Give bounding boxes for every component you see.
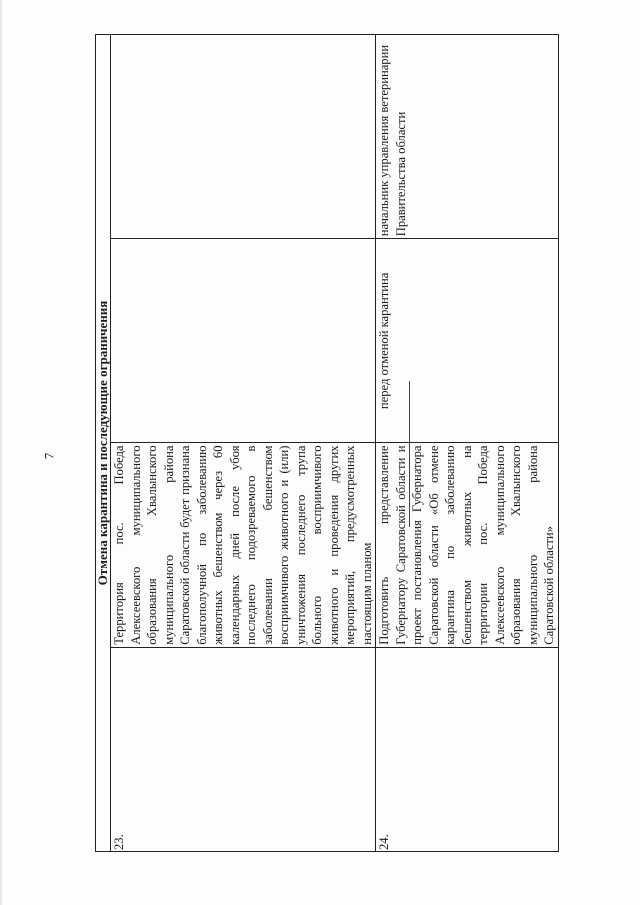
row-task: Подготовить представление Губернатору Саратовской области и проект постановления Губернатора Саратовской области «Об отмене карантина по заболеванию бешенством животных на территории пос. Победа Алексеевского муниципального образования Хвалынского муниципального района Саратовской области» — [376, 443, 559, 647]
end-separator-line — [409, 381, 410, 527]
section-heading-row — [96, 35, 111, 852]
row-number: 23. — [111, 647, 376, 851]
measures-table — [95, 34, 559, 852]
section-heading: Отмена карантина и последующие ограничения — [96, 35, 111, 852]
row-task: Территория пос. Победа Алексеевского муниципального образования Хвалынского муниципального района Саратовской области будет признана благополучной по заболеванию животных бешенством через 60 календарных дней после убоя последнего подозреваемого в заболевании бешенством восприимчивого животного и (или) уничтожения последнего трупа больного восприимчивого животного и проведения других мероприятий, предусмотренных настоящим планом — [111, 443, 376, 647]
row-deadline — [111, 239, 376, 443]
scan-edge — [0, 0, 3, 905]
row-responsible — [111, 35, 376, 239]
table-row — [111, 35, 376, 852]
rotated-table-wrapper — [95, 34, 556, 852]
page-number: 7 — [41, 452, 57, 460]
table-row — [376, 35, 559, 852]
row-deadline: перед отменой карантина — [376, 239, 559, 443]
row-number: 24. — [376, 647, 559, 851]
row-responsible: начальник управления ветеринарии Правительства области — [376, 35, 559, 239]
